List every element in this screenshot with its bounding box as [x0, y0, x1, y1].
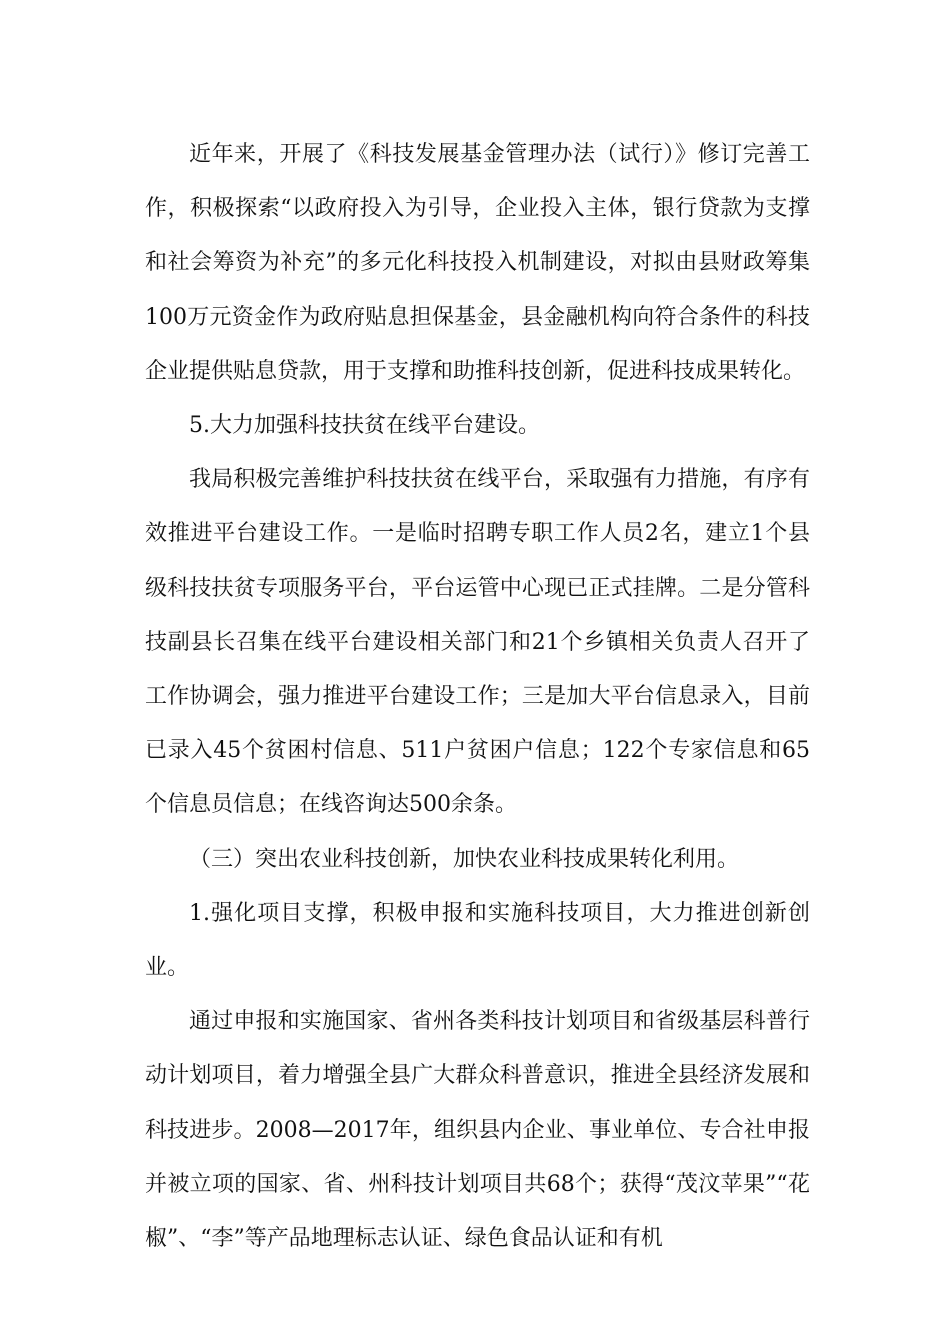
heading-section-3: （三）突出农业科技创新，加快农业科技成果转化利用。 [189, 846, 740, 872]
heading-item-5: 5.大力加强科技扶贫在线平台建设。 [189, 413, 540, 439]
paragraph-tech-fund: 近年来，开展了《科技发展基金管理办法（试行）》修订完善工作，积极探索“以政府投入为引导，企业投入主体，银行贷款为支撑和社会筹资为补充”的多元化科技投入机制建设，对拟由县财政筹集100万元资金作为政府贴息担保基金，县金融机构向符合条件的科技企业提供贴息贷款，用于支撑和助推科技创新，促进科技成果转化。 [145, 142, 810, 384]
paragraph-online-platform: 我局积极完善维护科技扶贫在线平台，采取强有力措施，有序有效推进平台建设工作。一是临时招聘专职工作人员2名，建立1个县级科技扶贫专项服务平台，平台运管中心现已正式挂牌。二是分管科技副县长召集在线平台建设相关部门和21个乡镇相关负责人召开了工作协调会，强力推进平台建设工作；三是加大平台信息录入，目前已录入45个贫困村信息、511户贫困户信息；122个专家信息和65个信息员信息；在线咨询达500余条。 [145, 467, 810, 818]
heading-item-1: 1.强化项目支撑，积极申报和实施科技项目，大力推进创新创业。 [145, 900, 810, 981]
document-body [145, 128, 810, 1266]
paragraph-projects: 通过申报和实施国家、省州各类科技计划项目和省级基层科普行动计划项目，着力增强全县广大群众科普意识，推进全县经济发展和科技进步。2008—2017年，组织县内企业、事业单位、专合社申报并被立项的国家、省、州科技计划项目共68个；获得“茂汶苹果”“花椒”、“李”等产品地理标志认证、绿色食品认证和有机 [145, 1009, 810, 1252]
